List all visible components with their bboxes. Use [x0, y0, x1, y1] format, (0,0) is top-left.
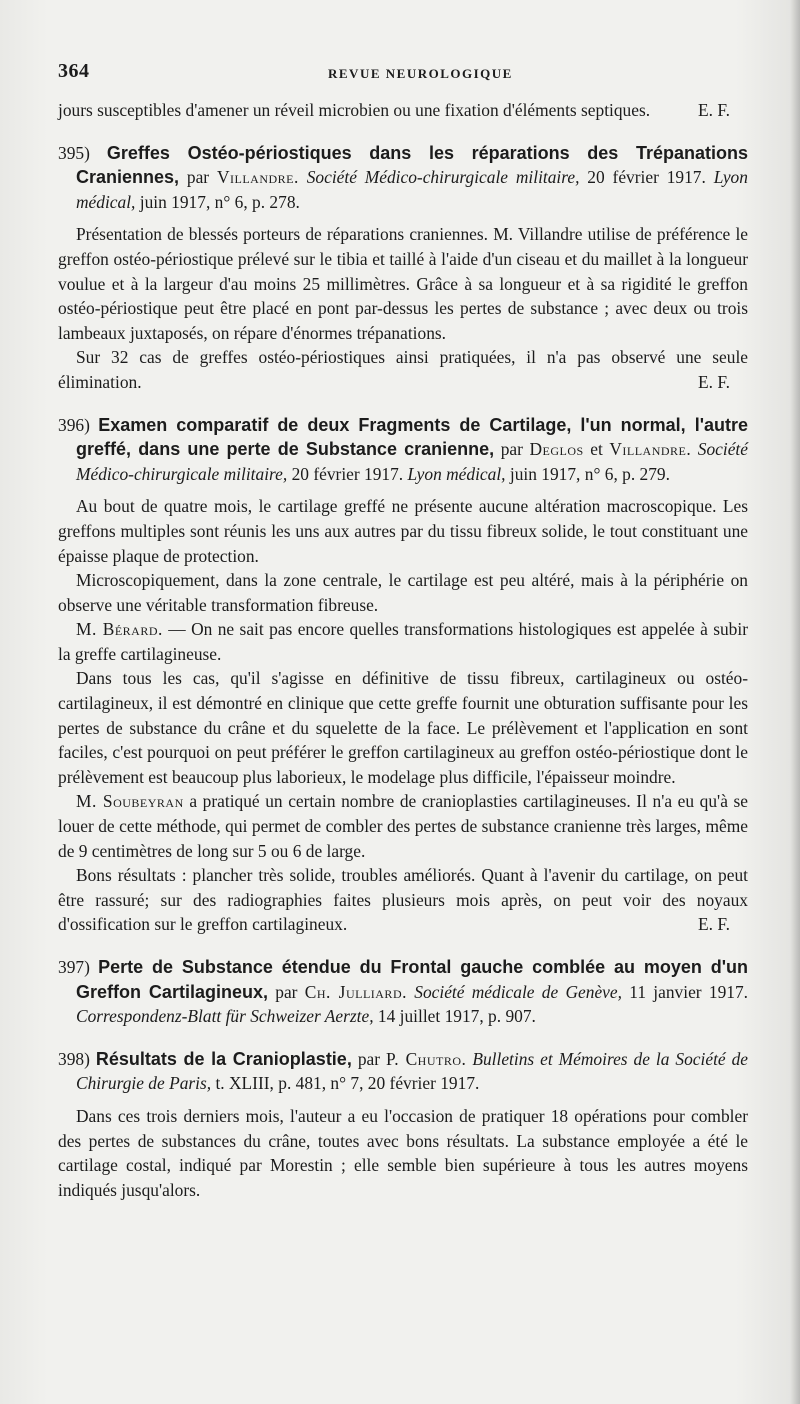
- speaker-name: M. Bérard.: [76, 619, 163, 640]
- entry-citation: 14 juillet 1917, p. 907.: [377, 1006, 536, 1027]
- entry-date: 20 février 1917.: [587, 167, 706, 188]
- entry-authors: Villandre.: [216, 167, 299, 188]
- entry-date: 20 février 1917.: [291, 463, 404, 484]
- entry-society: Société médicale de Genève,: [414, 981, 622, 1002]
- abstract-entry-398: [58, 1047, 748, 1203]
- entry-paragraph: Présentation de blessés porteurs de réparations craniennes. M. Villandre utilise de préférence le greffon ostéo-périostique prélevé sur le tibia et taillé à l'aide d'un ciseau et du maillet à la longueur voulue et à la largeur d'au moins 25 millimètres. Grâce à sa longueur et à sa rigidité le greffon ostéo-périostique peut être placé en pont par-dessus les pertes de substance ; avec deux ou trois lambeaux juxtaposés, on répare d'énormes trépanations.: [58, 224, 748, 343]
- entry-citation: juin 1917, n° 6, p. 279.: [509, 463, 670, 484]
- page-header: [58, 58, 748, 86]
- entry-number: 397): [58, 957, 90, 977]
- signature: E. F.: [698, 100, 730, 120]
- entry-title: Perte de Substance étendue du Frontal gauche comblée au moyen d'un Greffon Cartilagineux,: [76, 957, 748, 1002]
- entry-paragraph: Dans ces trois derniers mois, l'auteur a eu l'occasion de pratiquer 18 opérations pour combler des pertes de substances du crâne, toutes avec bons résultats. La substance employée a été le cartilage costal, indiqué par Morestin ; elle semble bien supérieure à tous les autres moyens indiqués jusqu'alors.: [58, 1105, 748, 1200]
- entry-paragraph: Bons résultats : plancher très solide, troubles améliorés. Quant à l'avenir du cartilage, on peut être rassuré; sur des radiographies faites plusieurs mois après, on peut voir des noyaux d'ossification sur le greffon cartilagineux. E. F.: [58, 863, 748, 937]
- entry-title: Résultats de la Cranioplastie,: [95, 1048, 352, 1069]
- entry-journal: Correspondenz-Blatt für Schweizer Aerzte,: [76, 1006, 374, 1027]
- entry-paragraph: M. Bérard. — On ne sait pas encore quelles transformations histologiques est appelée à subir la greffe cartilagineuse.: [58, 619, 748, 664]
- entry-citation: juin 1917, n° 6, p. 278.: [139, 191, 300, 212]
- entry-heading: 397) Perte de Substance étendue du Frontal gauche comblée au moyen d'un Greffon Cartilagineux, par Ch. Julliard. Société médicale de Genève, 11 janvier 1917. Correspondenz-Blatt für Schweizer Aerzte, 14 juillet 1917, p. 907.: [58, 957, 749, 1027]
- entry-society: Société Médico-chirurgicale militaire,: [76, 439, 748, 484]
- entry-authors: Ch. Julliard.: [304, 981, 407, 1002]
- entry-journal: Bulletins et Mémoires de la Société de Chirurgie de Paris,: [76, 1048, 749, 1094]
- entry-paragraph: Au bout de quatre mois, le cartilage greffé ne présente aucune altération macroscopique. Les greffons multiples sont réunis les uns aux autres par du tissu fibreux solide, le tout constituant une épaisse plaque de protection.: [58, 496, 748, 566]
- entry-paragraph: M. Soubeyran a pratiqué un certain nombre de cranioplasties cartilagineuses. Il n'a eu qu'à se louer de cette méthode, qui permet de combler des pertes de substance cranienne très larges, même de 9 centimètres de long sur 5 ou 6 de large.: [58, 791, 748, 861]
- signature: E. F.: [698, 371, 730, 392]
- entry-heading: 395) Greffes Ostéo-périostiques dans les réparations des Trépanations Craniennes, par Villandre. Société Médico-chirurgicale militaire, 20 février 1917. Lyon médical, juin 1917, n° 6, p. 278.: [58, 142, 749, 212]
- entry-number: 396): [58, 414, 90, 435]
- abstract-entry-397: [58, 955, 748, 1029]
- entry-paragraph: Dans tous les cas, qu'il s'agisse en définitive de tissu fibreux, cartilagineux ou ostéo-cartilagineux, il est démontré en clinique que cette greffe fournit une obturation suffisante pour les pertes de substance du crâne et du squelette de la face. Le prélèvement et l'application en sont faciles, c'est pourquoi on peut préférer le greffon cartilagineux au greffon ostéo-périostique dont le prélèvement est beaucoup plus laborieux, le modelage plus difficile, l'épaisseur moindre.: [58, 668, 748, 787]
- entry-heading: 398) Résultats de la Cranioplastie, par P. Chutro. Bulletins et Mémoires de la Société de Chirurgie de Paris, t. XLIII, p. 481, n° 7, 20 février 1917.: [58, 1048, 749, 1094]
- abstract-entry-396: [58, 413, 748, 937]
- speaker-name: M. Soubeyran: [76, 791, 184, 812]
- intro-paragraph: jours susceptibles d'amener un réveil microbien ou une fixation d'éléments septiques. E. F.: [58, 98, 748, 123]
- entry-number: 398): [58, 1048, 90, 1069]
- entry-title: Greffes Ostéo-périostiques dans les réparations des Trépanations Craniennes,: [76, 142, 749, 188]
- page-content: [58, 98, 748, 1202]
- entry-society: Société Médico-chirurgicale militaire,: [306, 167, 580, 188]
- entry-author: Deglos: [529, 439, 584, 460]
- entry-author: Villandre.: [609, 439, 692, 460]
- entry-paragraph: Sur 32 cas de greffes ostéo-périostiques ainsi pratiquées, il n'a pas observé une seule élimination. E. F.: [58, 345, 748, 394]
- entry-number: 395): [58, 142, 90, 163]
- entry-citation: t. XLIII, p. 481, n° 7, 20 février 1917.: [215, 1073, 480, 1094]
- entry-journal: Lyon médical,: [76, 167, 748, 212]
- page-edge-shadow: [790, 0, 800, 1404]
- entry-date: 11 janvier 1917.: [629, 981, 749, 1002]
- page-number: 364: [58, 60, 90, 82]
- entry-title: Examen comparatif de deux Fragments de Cartilage, l'un normal, l'autre greffé, dans une perte de Substance cranienne,: [76, 414, 748, 460]
- entry-paragraph: Microscopiquement, dans la zone centrale, le cartilage est peu altéré, mais à la périphérie on observe une véritable transformation fibreuse.: [58, 570, 748, 615]
- entry-authors: P. Chutro.: [386, 1048, 467, 1069]
- abstract-entry-395: [58, 141, 748, 395]
- running-title: REVUE NEUROLOGIQUE: [328, 66, 513, 81]
- entry-heading: 396) Examen comparatif de deux Fragments de Cartilage, l'un normal, l'autre greffé, dans une perte de Substance cranienne, par Deglos et Villandre. Société Médico-chirurgicale militaire, 20 février 1917. Lyon médical, juin 1917, n° 6, p. 279.: [58, 414, 748, 484]
- intro-block: [58, 98, 748, 123]
- signature: E. F.: [698, 914, 730, 935]
- entry-journal: Lyon médical,: [407, 463, 506, 484]
